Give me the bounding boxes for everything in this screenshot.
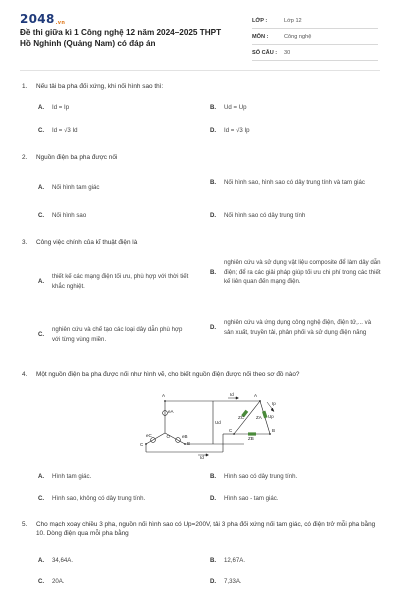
- meta-question-count: SỐ CÂU : 30: [252, 45, 378, 61]
- q1-option-c[interactable]: C. Id = √3 Id: [38, 127, 78, 134]
- page-title: Đề thi giữa kì 1 Công nghệ 12 năm 2024–2025 THPT Hồ Nghinh (Quảng Nam) có đáp án: [20, 28, 222, 48]
- page-header: [0, 0, 400, 66]
- q3-option-d[interactable]: D. nghiên cứu và ứng dụng công nghệ điện, điện tử,... và sản xuất, truyền tải, phân phối và sử dụng điện năng: [210, 319, 372, 336]
- question-text: Một nguồn điện ba pha được nối như hình vẽ, cho biết nguồn điện được nối theo sơ đồ nào?: [36, 371, 300, 378]
- q5-option-d[interactable]: D. 7,33A.: [210, 578, 242, 585]
- q2-option-a[interactable]: A. Nối hình tam giác: [38, 184, 100, 191]
- q3-option-a[interactable]: A. thiết kế các mạng điện tối ưu, phù hợp với thời tiết khắc nghiệt.: [38, 273, 189, 290]
- question-2: 2. Nguồn điện ba pha được nối: [22, 153, 376, 162]
- label-ec: eC: [146, 433, 152, 438]
- q4-option-b[interactable]: B. Hình sao có dây trung tính.: [210, 473, 298, 480]
- q4-option-a[interactable]: A. Hình tam giác.: [38, 473, 92, 480]
- label-zc: ZC: [238, 415, 244, 420]
- node-label-b-load: B: [272, 428, 276, 433]
- label-za: ZA: [256, 415, 262, 420]
- question-text: Cho mạch xoay chiều 3 pha, nguồn nối hình sao có Up=200V, tải 3 pha đối xứng nối tam giác, có điện trở mỗi pha bằng 10. Dòng điện qua mỗi pha bằng: [36, 521, 376, 537]
- question-text: Nguồn điện ba pha được nối: [36, 154, 118, 161]
- q5-option-b[interactable]: B. 12,67A.: [210, 557, 246, 564]
- circuit-diagram: [128, 388, 280, 460]
- divider: [20, 70, 380, 71]
- q4-option-d[interactable]: D. Hình sao - tam giác.: [210, 495, 279, 502]
- q4-option-c[interactable]: C. Hình sao, không có dây trung tính.: [38, 495, 146, 502]
- node-label-c: C: [140, 442, 144, 447]
- label-eb: eB: [182, 434, 188, 439]
- node-label-c-load: C: [229, 428, 233, 433]
- q2-option-b[interactable]: B. Nối hình sao, hình sao có dây trung tính và tam giác: [210, 179, 365, 186]
- label-ip: Ip: [272, 401, 276, 406]
- q2-option-c[interactable]: C. Nối hình sao: [38, 212, 87, 219]
- node-label-a: A: [162, 393, 166, 398]
- question-3: 3. Công việc chính của kĩ thuật điện là: [22, 238, 376, 247]
- question-4: 4. Một nguồn điện ba pha được nối như hình vẽ, cho biết nguồn điện được nối theo sơ đồ nào?: [22, 370, 376, 379]
- q3-option-b[interactable]: B. nghiên cứu và sử dụng vật liệu composite để làm dây dẫn điện; để ra các giải pháp giúp tối ưu chi phí trong các thiết kế liên quan đến mạng điện.: [210, 259, 381, 285]
- label-id-bottom: Id: [200, 455, 204, 460]
- question-text: Công việc chính của kĩ thuật điện là: [36, 239, 138, 246]
- question-text: Nếu tải ba pha đối xứng, khi nối hình sao thì:: [36, 83, 164, 90]
- question-1: 1. Nếu tải ba pha đối xứng, khi nối hình sao thì:: [22, 82, 376, 91]
- q5-option-c[interactable]: C. 20A.: [38, 578, 65, 585]
- q3-option-c[interactable]: C. nghiên cứu và chế tạo các loại dây dẫn phù hợp với từng vùng miền.: [38, 326, 183, 343]
- label-id: Id: [230, 392, 234, 397]
- q2-option-d[interactable]: D. Nối hình sao có dây trung tính: [210, 212, 306, 219]
- node-label-a-load: A: [254, 393, 258, 398]
- q1-option-a[interactable]: A. Id = Ip: [38, 104, 70, 111]
- label-zb: ZB: [248, 436, 254, 441]
- q1-option-d[interactable]: D. Id = √3 Ip: [210, 127, 250, 134]
- label-ud: Ud: [215, 420, 221, 425]
- q1-option-b[interactable]: B. Ud = Up: [210, 104, 247, 111]
- label-up: Up: [268, 414, 274, 419]
- site-logo[interactable]: 2048.vn: [20, 12, 66, 26]
- node-label-o: O: [166, 434, 171, 439]
- meta-subject: MÔN : Công nghệ: [252, 29, 378, 45]
- node-label-b: B: [187, 441, 191, 446]
- meta-class: LỚP : Lớp 12: [252, 13, 378, 29]
- exam-meta: [252, 13, 378, 61]
- label-ea: eA: [168, 409, 174, 414]
- q5-option-a[interactable]: A. 34,64A.: [38, 557, 74, 564]
- question-5: 5. Cho mạch xoay chiều 3 pha, nguồn nối hình sao có Up=200V, tải 3 pha đối xứng nối tam giác, có điện trở mỗi pha bằng 10. Dòng điện qua mỗi pha bằng: [22, 521, 376, 537]
